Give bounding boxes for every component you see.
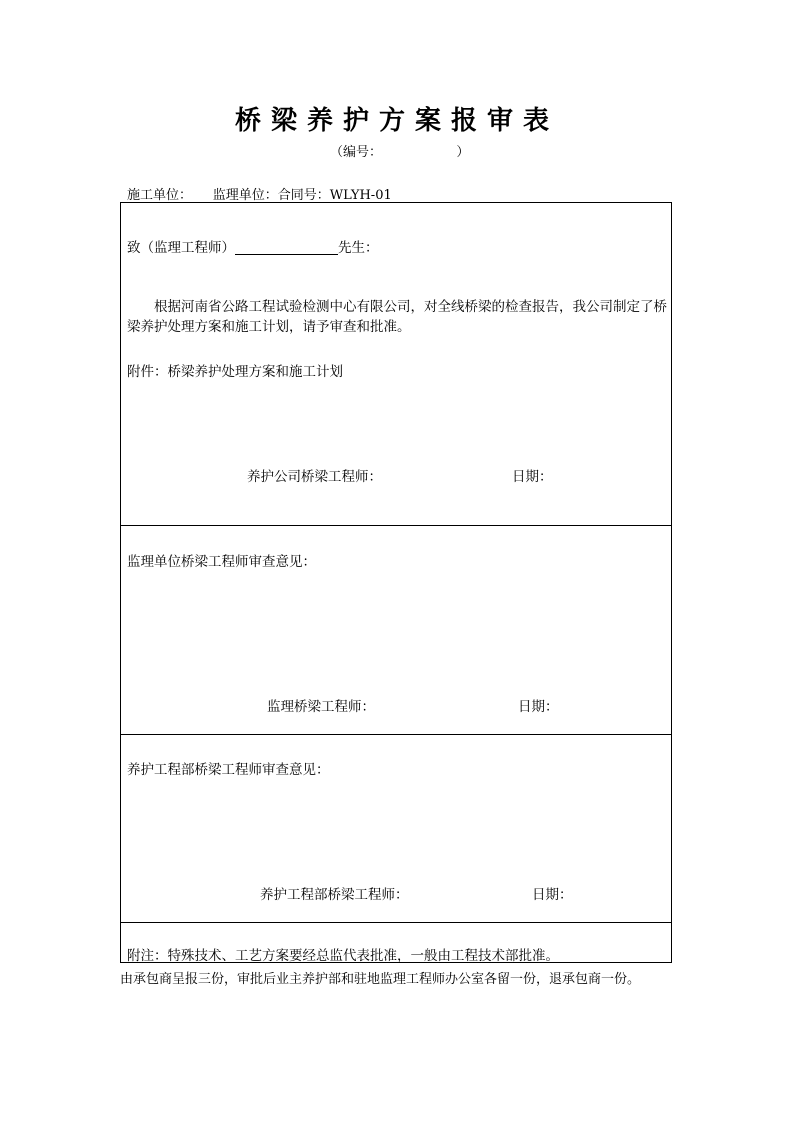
serial-label: （编号： (330, 145, 383, 160)
supervision-engineer-signature-label: 监理桥梁工程师： (267, 699, 375, 715)
application-body: 根据河南省公路工程试验检测中心有限公司，对全线桥梁的检查报告，我公司制定了桥梁养护处理方案和施工计划，请予审查和批准。 (127, 299, 667, 335)
addressee-line (127, 236, 379, 256)
supervision-review-heading: 监理单位桥梁工程师审查意见： (127, 554, 316, 570)
contract-number: WLYH-01 (329, 188, 392, 203)
serial-close: ） (456, 145, 470, 160)
supervision-date-label: 日期： (518, 699, 559, 715)
approval-note: 附注：特殊技术、工艺方案要经总监代表批准，一般由工程技术部批准。 (127, 948, 559, 964)
contractor-engineer-signature-label: 养护公司桥梁工程师： (247, 469, 382, 485)
engineer-name-blank[interactable] (235, 240, 338, 255)
application-section (121, 203, 671, 526)
distribution-note: 由承包商呈报三份，审批后业主养护部和驻地监理工程师办公室各留一份，退承包商一份。 (120, 972, 641, 987)
note-section (121, 923, 671, 962)
page-title: 桥梁养护方案报审表 (234, 106, 559, 136)
maintenance-engineer-signature-label: 养护工程部桥梁工程师： (260, 887, 409, 903)
maintenance-review-heading: 养护工程部桥梁工程师审查意见： (127, 762, 330, 778)
supervision-review-section (121, 526, 671, 735)
serial-blank (382, 145, 456, 160)
construction-unit-label: 施工单位： (127, 188, 193, 203)
maintenance-dept-review-section (121, 735, 671, 923)
approval-form-table (120, 202, 672, 963)
contractor-date-label: 日期： (512, 469, 553, 485)
attachment-line: 附件：桥梁养护处理方案和施工计划 (127, 364, 343, 380)
serial-number-line (330, 141, 469, 160)
maintenance-date-label: 日期： (532, 887, 573, 903)
contract-label: 合同号： (277, 188, 330, 203)
supervision-unit-label: 监理单位： (212, 188, 278, 203)
addressee-prefix: 致（监理工程师） (127, 240, 235, 256)
header-row (127, 184, 392, 203)
addressee-suffix: 先生： (338, 240, 379, 256)
